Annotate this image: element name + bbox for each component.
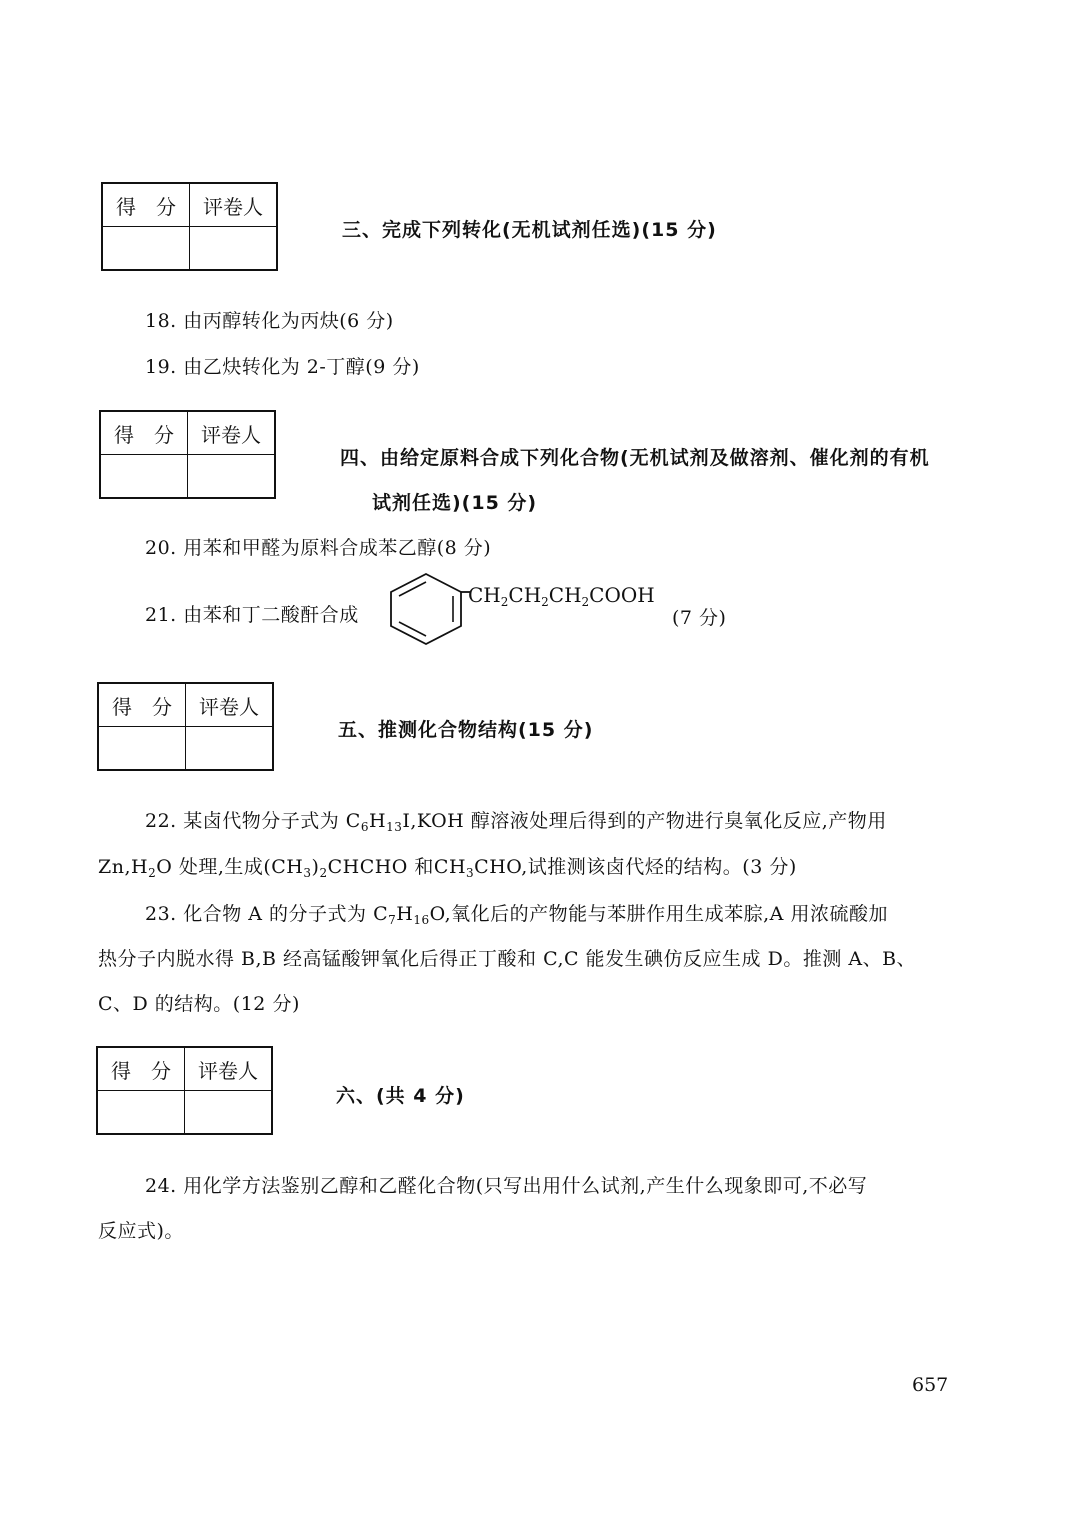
score-table xyxy=(99,410,276,499)
score-cell[interactable] xyxy=(97,1091,185,1135)
question-23-line1: 23. 化合物 A 的分子式为 $C_7H_{16}O$,氧化后的产物能与苯肼作用生成苯腙,A 用浓硫酸加 xyxy=(145,903,888,927)
question-19: 19. 由乙炔转化为 2-丁醇(9 分) xyxy=(145,356,420,378)
section-5-title: 五、推测化合物结构(15 分) xyxy=(338,719,594,741)
section-4-title-line2: 试剂任选)(15 分) xyxy=(372,492,538,514)
score-cell[interactable] xyxy=(100,455,188,499)
score-header: 得 分 xyxy=(98,683,186,727)
page-number: 657 xyxy=(912,1374,949,1396)
question-23-line2: 热分子内脱水得 B,B 经高锰酸钾氧化后得正丁酸和 C,C 能发生碘仿反应生成 D。推测 A、B、 xyxy=(98,948,917,970)
grader-cell[interactable] xyxy=(190,227,278,271)
question-24-line2: 反应式)。 xyxy=(98,1220,184,1242)
score-table xyxy=(96,1046,273,1135)
score-table xyxy=(101,182,278,271)
question-22-line2: $Zn,H_2O$ 处理,生成$(CH_3)_2CHCHO$ 和$CH_3CHO$,试推测该卤代烃的结构。(3 分) xyxy=(98,856,797,880)
question-22-line1: 22. 某卤代物分子式为 $C_6H_{13}I,KOH$ 醇溶液处理后得到的产物进行臭氧化反应,产物用 xyxy=(145,810,887,834)
grader-header: 评卷人 xyxy=(188,411,276,455)
question-24-line1: 24. 用化学方法鉴别乙醇和乙醛化合物(只写出用什么试剂,产生什么现象即可,不必写 xyxy=(145,1175,868,1197)
grader-cell[interactable] xyxy=(188,455,276,499)
section-4-title-line1: 四、由给定原料合成下列化合物(无机试剂及做溶剂、催化剂的有机 xyxy=(340,447,930,469)
score-cell[interactable] xyxy=(98,727,186,771)
grader-cell[interactable] xyxy=(185,1091,273,1135)
grader-cell[interactable] xyxy=(186,727,274,771)
section-6-title: 六、(共 4 分) xyxy=(336,1085,465,1107)
grader-header: 评卷人 xyxy=(186,683,274,727)
side-chain-formula: $CH_2CH_2CH_2COOH$ xyxy=(468,583,655,609)
score-header: 得 分 xyxy=(100,411,188,455)
grader-header: 评卷人 xyxy=(185,1047,273,1091)
score-table xyxy=(97,682,274,771)
score-cell[interactable] xyxy=(102,227,190,271)
question-18: 18. 由丙醇转化为丙炔(6 分) xyxy=(145,310,394,332)
question-23-line3: C、D 的结构。(12 分) xyxy=(98,993,300,1015)
benzene-ring-icon xyxy=(382,568,472,648)
grader-header: 评卷人 xyxy=(190,183,278,227)
score-header: 得 分 xyxy=(102,183,190,227)
question-21-prefix: 21. 由苯和丁二酸酐合成 xyxy=(145,604,359,626)
question-20: 20. 用苯和甲醛为原料合成苯乙醇(8 分) xyxy=(145,537,492,559)
section-3-title: 三、完成下列转化(无机试剂任选)(15 分) xyxy=(342,219,717,241)
score-header: 得 分 xyxy=(97,1047,185,1091)
question-21-points: (7 分) xyxy=(672,607,727,629)
